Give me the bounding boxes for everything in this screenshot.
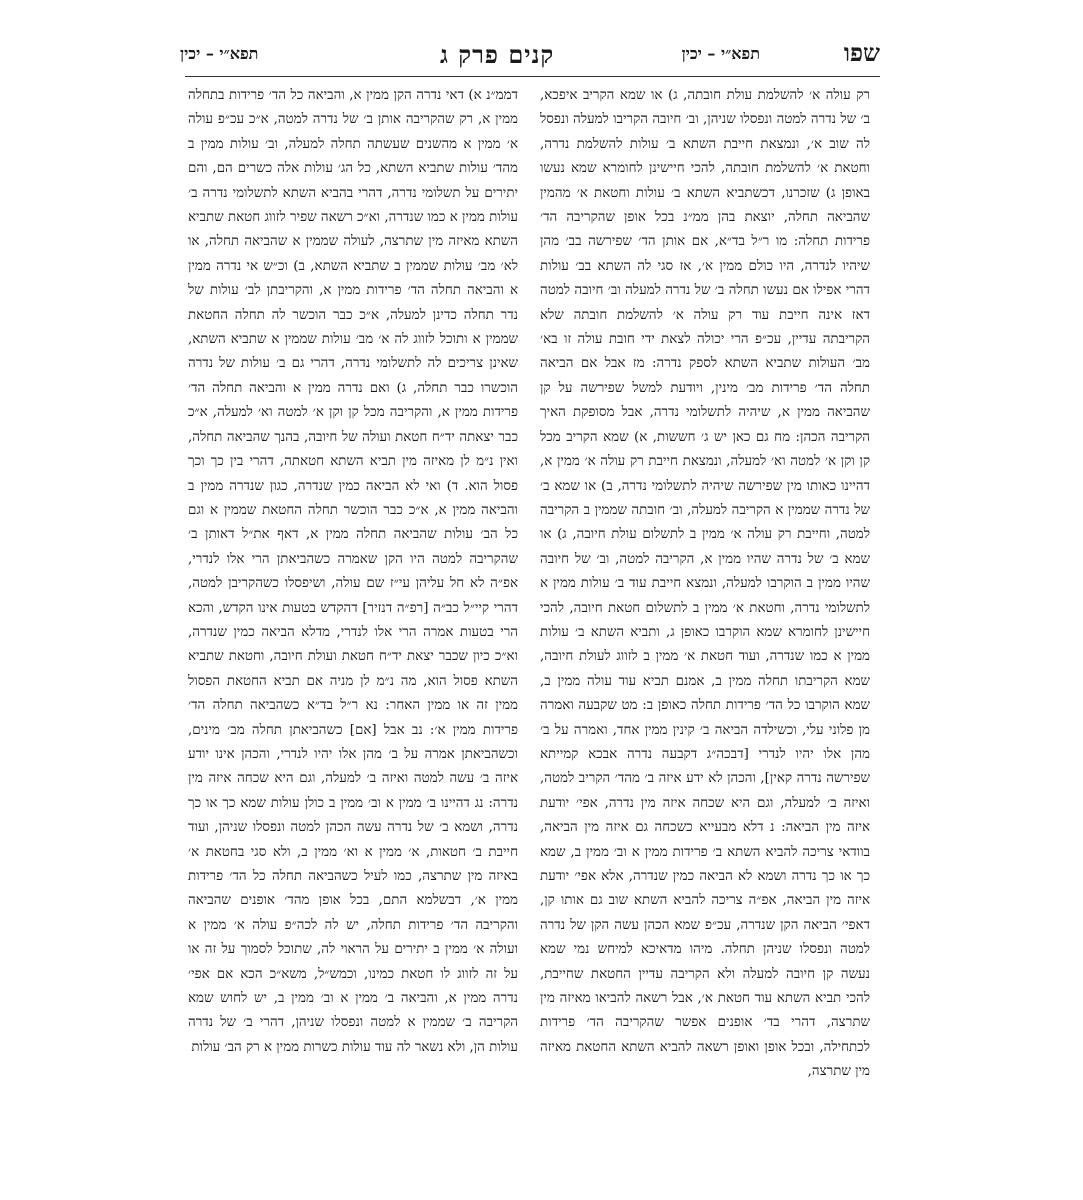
- tractate-title: קנים פרק ג: [440, 40, 555, 69]
- header-divider: [185, 76, 880, 77]
- column-text: דממ״נ א) דאי נדרה הקן ממין א, והביאה כל הד׳ פרידות בתחלה ממין א, רק שהקריבה אותן ב׳ של נדרה למטה, א״כ עכ״פ עולה א׳ ממין א מהשנים שעשתה תחלה למעלה, וב׳ עולות ממין ב מהד׳ עולות שתביא השתא, כל הג׳ עולות אלה כשרים הם, והם יתירים על תשלומי נדרה, דהרי בהביא השתא לתשלומי נדרה ב׳ עולות ממין א כמו שנדרה, וא״כ רשאה שפיר לזווג חטאת שתביא השתא מאיזה מין שתרצה, לעולה שממין א שהביאה תחלה, או לא׳ מב׳ עולות שממין ב שתביא השתא, ב) וכ״ש אי נדרה ממין א והביאה תחלה הד׳ פרידות ממין א, והקריבתן לב׳ עולות של נדר תחלה כדינן למעלה, א״כ כבר הוכשר לה תחלה החטאת שממין א ותוכל לזווג לה א׳ מב׳ עולות שממין א שתביא השתא, שאינן צריכים לה לתשלומי נדרה, דהרי גם ב׳ עולות של נדרה הוכשרו כבר תחלה, ג) ואם נדרה ממין א והביאה תחלה הד׳ פרידות ממין א, והקריבה מכל קן וקן א׳ למטה וא׳ למעלה, א״כ כבר יצאתה יד״ח חטאת ועולה של חיובה, בהנך שהביאה תחלה, ואין נ״מ לן מאיזה מין תביא השתא חטאתה, דהרי בין כך וכך פסול הוא. ד) ואי לא הביאה כמין שנדרה, כגון שנדרה ממין ב והביאה ממין א, א״כ כבר הוכשר תחלה החטאת שממין א וגם כל הב׳ עולות שהביאה תחלה ממין א, דאף את״ל דאותן ב׳ שהקריבה למטה היו הקן שאמרה כשהביאתן הרי אלו לנדרי, אפ״ה לא חל עליהן עי״ז שם עולה, ושיפסלו כשהקריבן למטה, דהרי קיי״ל כב״ה [רפ״ה דנזיר] דהקדש בטעות אינו הקדש, והכא הרי בטעות אמרה הרי אלו לנדרי, מדלא הביאה כמין שנדרה, וא״כ כיון שכבר יצאת יד״ח חטאת ועולת חיובה, וחטאת שתביא השתא פסול הוא, מה נ״מ לן מניה אם תביא החטאת הפסול ממין זה או ממין האחר: נא ר״ל בד״א כשהביאה תחלה הד׳ פרידות ממין א׳: נב אבל [אם] כשהביאתן תחלה מב׳ מינים, וכשהביאתן אמרה על ב׳ מהן אלו יהיו לנדרי, והכהן אינו יודע איזה ב׳ עשה למטה ואיזה ב׳ למעלה, וגם היא שכחה איזה מין נדרה: נג דהיינו ב׳ ממין א וב׳ ממין ב כולן עולות שמא כך או כך נדרה, ושמא ב׳ של נדרה עשה הכהן למטה ונפסלו שניהן, ועוד חייבת ב׳ חטאות, א׳ ממין א וא׳ ממין ב, ולא סגי בחטאת א׳ באיזה מין שתרצה, כמו לעיל כשהביאה תחלה כל הד׳ פרידות ממין א׳, דבשלמא התם, בכל אופן מהד׳ אופנים שהביאה והקריבה הד׳ פרידות תחלה, יש לה לכה״פ עולה א׳ ממין א ועולה א׳ ממין ב יתירים על הראוי לה, שתוכל לסמוך על זה או על זה לזווג לו חטאת כמינו, וכמש״ל, משא״כ הכא אם אפי׳ נדרה ממין א, והביאה ב׳ ממין א וב׳ ממין ב, יש לחוש שמא הקריבה ב׳ שממין א למטה ונפסלו שניהן, דהרי ב׳ של נדרה עולות הן, ולא נשאר לה עוד עולות כשרות ממין א רק הב׳ עולות: [188, 88, 518, 1055]
- column-text: רק עולה א׳ להשלמת עולת חובתה, ג) או שמא הקריב איפכא, ב׳ של נדרה למטה ונפסלו שניהן, וב׳ חיובה הקריבו למעלה ונפסל לה שוב א׳, ונמצאת חייבת השתא ב׳ עולות להשלמת נדרה, וחטאת א׳ להשלמת חובתה, להכי חיישינן לחומרא שמא נעשו באופן ג) שזכרנו, דכשתביא השתא ב׳ עולות וחטאת א׳ מהמין שהביאה תחלה, יוצאת בהן ממ״נ בכל אופן שהקריבה הד׳ פרידות תחלה: מו ר״ל בד״א, אם אותן הד׳ שפירשה בב׳ מהן שיהיו לנדרה, היו כולם ממין א׳, אז סגי לה השתא בב׳ עולות דהרי אפילו אם נעשו תחלה ב׳ של נדרה למעלה וב׳ חיובה למטה דאז אינה חייבת עוד רק עולה א׳ להשלמת חובתה שלא הקריבתה עדיין, עכ״פ הרי יכולה לצאת ידי חובת עולה זו בא׳ מב׳ העולות שתביא השתא לספק נדרה: מז אבל אם הביאה תחלה הד׳ פרידות מב׳ מינין, ויודעת למשל שפירשה על קן שהביאה ממין א, שיהיה לתשלומי נדרה, אבל מסופקת האיך הקריבה הכהן: מח גם כאן יש ג׳ חששות, א) שמא הקריב מכל קן וקן א׳ למטה וא׳ למעלה, ונמצאת חייבת רק עולה א׳ ממין א, דהיינו כאותו מין שפירשה שיהיה לתשלומי נדרה, ב) או שמא ב׳ של נדרה שממין א הקריבה למעלה, וב׳ חובתה שממין ב הקריבה למטה, וחייבת רק עולה א׳ ממין ב לתשלום עולת חיובה, ג) או שמא ב׳ של נדרה שהיו ממין א, הקריבה למטה, וב׳ של חיובה שהיו ממין ב הוקרבו למעלה, ונמצא חייבת עוד ב׳ עולות ממין א לתשלומי נדרה, וחטאת א׳ ממין ב לתשלום חטאת חיובה, להכי חיישינן לחומרא שמא הוקרבו כאופן ג, ותביא השתא ב׳ עולות ממין א כמו שנדרה, ועוד חטאת א׳ ממין ב לזווג לעולת חיובה, שמא הקריבתו תחלה ממין ב, אמנם תביא עוד עולה ממין ב, שמא הוקרבו כל הד׳ פרידות תחלה כאופן ב: מט שקבעה ואמרה מן פלוני עלי, וכשילדה הביאה ב׳ קינין ממין אחד, ואמרה על ב׳ מהן אלו יהיו לנדרי [דבכה״ג דקבעה נדרה אבכא קמייתא שפירשה נדרה קאין], והכהן לא ידע איזה ב׳ מהד׳ הקריב למטה, ואיזה ב׳ למעלה, וגם היא שכחה איזה מין נדרה, אפי׳ יודעת איזה מין הביאה: נ דלא מבעייא כשכחה גם איזה מין הביאה, בוודאי צריכה להביא השתא ב׳ פרידות ממין א וב׳ ממין ב, שמא כך או כך נדרה ושמא לא הביאה כמין שנדרה, אלא אפי׳ יודעת איזה מין הביאה, אפ״ה צריכה להביא השתא שוב גם אותו קן, דאפי׳ הביאה הקן שנדרה, עכ״פ שמא הכהן עשה הקן של נדרה למטה ונפסלו שניהן תחלה. מיהו מדאיכא למיחש נמי שמא נעשה קן חיובה למעלה ולא הקריבה עדיין החטאת שחייבת, להכי תביא השתא עוד חטאת א׳, אבל רשאה להביאו מאיזה מין שתרצה, דהרי בד׳ אופנים אפשר שהקריבה הד׳ פרידות לכתחילה, ובכל אופן ואופן רשאה להביא השתא החטאת מאיזה מין שתרצה,: [540, 88, 870, 1080]
- running-header: [170, 38, 880, 80]
- page-number: שפו: [843, 38, 880, 67]
- commentary-tag-right: תפא״י – יכין: [681, 44, 760, 63]
- text-column-right: [540, 84, 870, 1174]
- commentary-tag-left: תפא״י – יכין: [180, 44, 259, 63]
- text-column-left: [188, 84, 518, 1174]
